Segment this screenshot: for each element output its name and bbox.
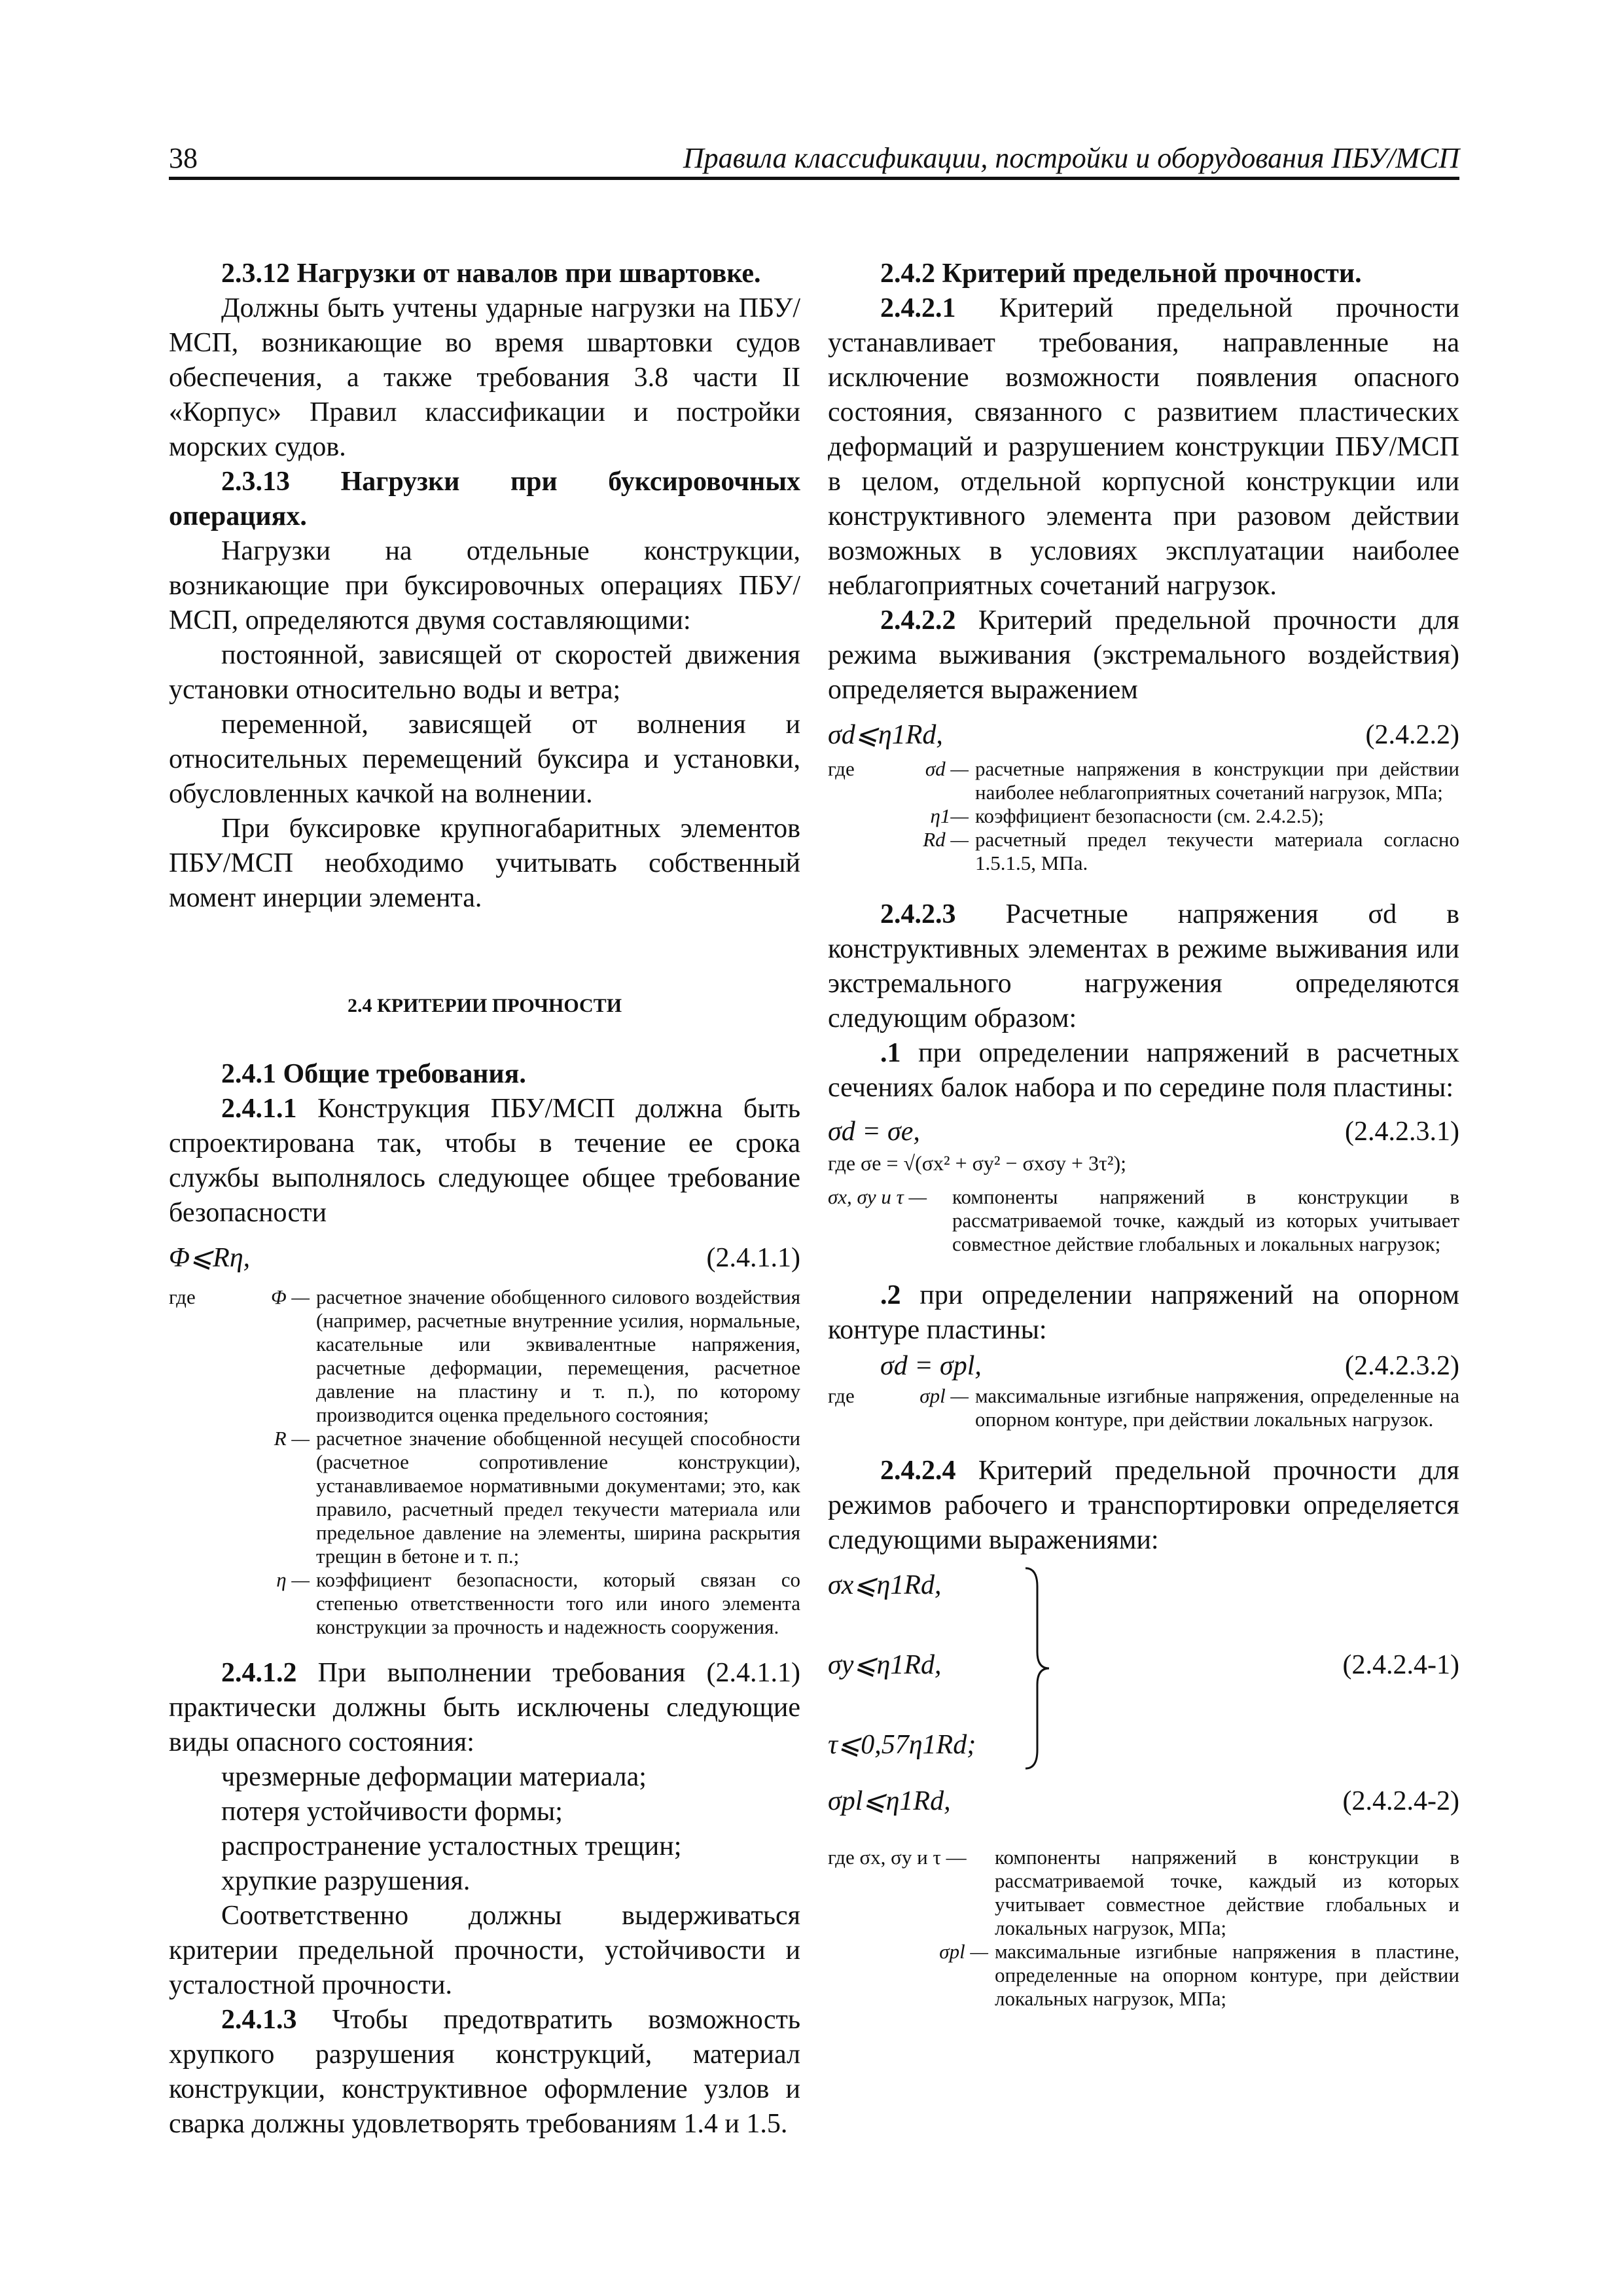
item-1-text: [828, 1036, 1459, 1105]
where-label: где: [828, 757, 855, 780]
definition-symbol: σpl —: [939, 1940, 988, 1963]
header-rule: [169, 177, 1459, 180]
formula: Φ⩽Rη,: [169, 1243, 251, 1273]
definition-eta1: [828, 804, 1459, 828]
definition-symbol: η1—: [930, 804, 969, 827]
section-2-4-2-4-text: [828, 1454, 1459, 1558]
definition-text: коэффициент безопасности (см. 2.4.2.5);: [975, 804, 1324, 827]
paragraph-text: при определении напряжений на опорном контуре пластины:: [828, 1280, 1459, 1345]
equation-number: (2.4.2.4-2): [1342, 1786, 1459, 1816]
formula-where-sigma-e: где σe = √(σx² + σy² − σxσy + 3τ²);: [828, 1151, 1127, 1175]
formula: τ⩽0,57η1Rd;: [828, 1730, 976, 1760]
formula: σx⩽η1Rd,: [828, 1570, 942, 1600]
definition-text: расчетное значение обобщенной несущей способности (расчетное сопротивление конструкции), устанавливаемое нормативными документами; это, как правило, расчетный предел текучести материала или предельное давление на элементы, ширина раскрытия трещин в бетоне и т. п.;: [316, 1427, 800, 1568]
formula-system-2-4-2-4-1: [828, 1567, 1459, 1783]
right-column: [828, 257, 1459, 2011]
list-item: потеря устойчивости формы;: [221, 1797, 563, 1827]
section-2-4-1-3-text: [169, 2003, 800, 2142]
formula-2-4-2-2: [828, 717, 1459, 753]
formula: σd = σe,: [828, 1117, 920, 1147]
section-number: 2.4.2.4: [880, 1456, 956, 1486]
definition-text: расчетное значение обобщенного силового воздействия (например, расчетные внутренние усилия, нормальные, касательные или эквивалентные напряжения, расчетные деформации, перемещения, расчетное давление на пластину и т. п.), по которому производится оценка предельного состояния;: [316, 1285, 800, 1426]
definition-symbol: σx, σy и τ —: [828, 1185, 927, 1208]
definition-sigma-pl: [828, 1384, 1459, 1431]
definition-phi: [169, 1285, 800, 1427]
section-2-4-1-title: 2.4.1 Общие требования.: [221, 1059, 526, 1089]
list-item: распространение усталостных трещин;: [221, 1831, 682, 1861]
list-item: хрупкие разрушения.: [221, 1866, 471, 1896]
definition-symbol: Rd —: [923, 828, 969, 851]
definition-text: расчетный предел текучести материала согласно 1.5.1.5, МПа.: [975, 828, 1459, 874]
section-number: 2.4.1.3: [221, 2005, 297, 2035]
section-number: 2.4.1.2: [221, 1658, 297, 1688]
section-number: 2.4.2.2: [880, 605, 956, 636]
definition-symbol: где σx, σy и τ —: [828, 1846, 967, 1869]
where-label: где: [169, 1285, 196, 1308]
formula-2-4-1-1: [169, 1240, 800, 1276]
definition-sigma-pl-2: [828, 1940, 1459, 2011]
paragraph-text: Конструкция ПБУ/МСП должна быть спроектирована так, чтобы в течение ее срока службы выполнялось следующее общее требование безопасности: [169, 1094, 801, 1228]
section-2-3-13-title: 2.3.13 Нагрузки при буксировочных операциях.: [169, 467, 800, 531]
paragraph-text: при определении напряжений в расчетных сечениях балок набора и по середине поля пластины:: [828, 1038, 1459, 1103]
equation-number: (2.4.2.2): [1365, 720, 1459, 750]
equation-number: (2.4.2.3.2): [1345, 1351, 1459, 1381]
definitions-2-4-2-4: [828, 1846, 1459, 2011]
section-2-3-13-text: Нагрузки на отдельные конструкции, возникающие при буксировочных операциях ПБУ/МСП, определяются двумя составляющими:: [169, 536, 800, 636]
section-2-4-2-2-text: [828, 603, 1459, 708]
definition-components-2: [828, 1846, 1459, 1940]
formula-line: [828, 1647, 1459, 1683]
section-2-4-2-1-text: [828, 291, 1459, 603]
section-2-4-1-2-text-2: Соответственно должны выдерживаться критерии предельной прочности, устойчивости и усталостной прочности.: [169, 1901, 800, 2000]
definition-r: [169, 1427, 800, 1568]
definition-symbol: η —: [276, 1568, 310, 1591]
paragraph-text: Критерий предельной прочности для режимов рабочего и транспортировки определяется следующими выражениями:: [828, 1456, 1459, 1555]
section-2-3-12-text: Должны быть учтены ударные нагрузки на ПБУ/МСП, возникающие во время швартовки судов обеспечения, а также требования 3.8 части II «Корпус» Правил классификации и постройки морских судов.: [169, 293, 800, 462]
definition-symbol: σpl —: [919, 1384, 969, 1407]
section-2-3-13-text-2: При буксировке крупногабаритных элементов ПБУ/МСП необходимо учитывать собственный момент инерции элемента.: [169, 814, 800, 913]
section-2-3-13-item-1: постоянной, зависящей от скоростей движения установки относительно воды и ветра;: [169, 640, 800, 705]
formula-2-4-2-4-2: [828, 1783, 1459, 1820]
paragraph-text: При выполнении требования (2.4.1.1) практически должны быть исключены следующие виды опасного состояния:: [169, 1658, 801, 1757]
section-2-4-title: 2.4 КРИТЕРИИ ПРОЧНОСТИ: [347, 995, 622, 1016]
section-2-4-1-2-text: [169, 1656, 800, 1760]
definition-sigma-d: [828, 757, 1459, 804]
formula: σpl⩽η1Rd,: [828, 1786, 951, 1816]
definition-symbol: R —: [274, 1427, 310, 1450]
formula-2-4-2-3-2: [828, 1348, 1459, 1384]
definitions-2-4-2-3-1: [828, 1185, 1459, 1256]
paragraph-text: Критерий предельной прочности устанавливает требования, направленные на исключение возможности появления опасного состояния, связанного с развитием пластических деформаций и разрушением конструкции ПБУ/МСП в целом, отдельной корпусной конструкции или конструктивного элемента при разовом действии возможных в условиях эксплуатации наиболее неблагоприятных сочетаний нагрузок.: [828, 293, 1460, 601]
equation-number: (2.4.1.1): [706, 1243, 800, 1273]
item-number: .1: [880, 1038, 901, 1068]
definition-text: максимальные изгибные напряжения в пластине, определенные на опорном контуре, при действии локальных нагрузок, МПа;: [995, 1940, 1459, 2010]
equation-number: (2.4.2.4-1): [1342, 1650, 1459, 1680]
definition-rd: [828, 828, 1459, 875]
list-item: чрезмерные деформации материала;: [221, 1762, 647, 1792]
definition-text: коэффициент безопасности, который связан со степенью ответственности того или иного элемента конструкции за прочность и надежность сооружения.: [316, 1568, 800, 1638]
definitions-2-4-2-2: [828, 757, 1459, 875]
definition-text: максимальные изгибные напряжения, определенные на опорном контуре, при действии локальных нагрузок.: [975, 1384, 1459, 1431]
section-2-3-13-item-2: переменной, зависящей от волнения и относительных перемещений буксира и установки, обусловленных качкой на волнении.: [169, 709, 800, 809]
item-2-text: [828, 1278, 1459, 1348]
section-2-4-2-title: 2.4.2 Критерий предельной прочности.: [880, 259, 1362, 289]
page-number: 38: [169, 142, 198, 174]
definition-components: [828, 1185, 1459, 1256]
where-label: где: [828, 1384, 855, 1407]
formula-line: [828, 1727, 1459, 1763]
section-number: 2.4.1.1: [221, 1094, 297, 1124]
definition-symbol: Φ —: [271, 1285, 310, 1308]
formula: σd = σpl,: [880, 1351, 982, 1381]
formula: σd⩽η1Rd,: [828, 720, 943, 750]
item-number: .2: [880, 1280, 901, 1310]
paragraph-text: Критерий предельной прочности для режима выживания (экстремального воздействия) определяется выражением: [828, 605, 1459, 705]
section-number: 2.4.2.1: [880, 293, 956, 323]
right-brace-icon: [1024, 1567, 1050, 1770]
running-title: Правила классификации, постройки и оборудования ПБУ/МСП: [683, 142, 1459, 174]
definition-text: компоненты напряжений в конструкции в рассматриваемой точке, каждый из которых учитывает совместное действие глобальных и локальных нагрузок;: [952, 1185, 1459, 1255]
definition-eta: [169, 1568, 800, 1639]
definitions-2-4-2-3-2: [828, 1384, 1459, 1431]
formula-2-4-2-3-1: [828, 1113, 1459, 1150]
left-column: [169, 257, 800, 2142]
definition-text: компоненты напряжений в конструкции в рассматриваемой точке, каждый из которых учитывает совместное действие глобальных и локальных нагрузок, МПа;: [995, 1846, 1459, 1939]
section-number: 2.4.2.3: [880, 899, 956, 929]
definition-symbol: σd —: [925, 757, 969, 780]
formula: σy⩽η1Rd,: [828, 1650, 942, 1680]
section-2-4-2-3-text: [828, 897, 1459, 1036]
paragraph-text: Расчетные напряжения σd в конструктивных элементах в режиме выживания или экстремального нагружения определяются следующим образом:: [828, 899, 1460, 1033]
definitions-2-4-1-1: [169, 1285, 800, 1639]
formula-line: [828, 1567, 1459, 1604]
paragraph-text: Чтобы предотвратить возможность хрупкого разрушения конструкций, материал конструкции, конструктивное оформление узлов и сварка должны удовлетворять требованиям 1.4 и 1.5.: [169, 2005, 800, 2139]
definition-text: расчетные напряжения в конструкции при действии наиболее неблагоприятных сочетаний нагрузок, МПа;: [975, 757, 1459, 804]
section-2-3-12-title: 2.3.12 Нагрузки от навалов при швартовке.: [221, 259, 761, 289]
equation-number: (2.4.2.3.1): [1345, 1117, 1459, 1147]
section-2-4-1-1-text: [169, 1092, 800, 1230]
